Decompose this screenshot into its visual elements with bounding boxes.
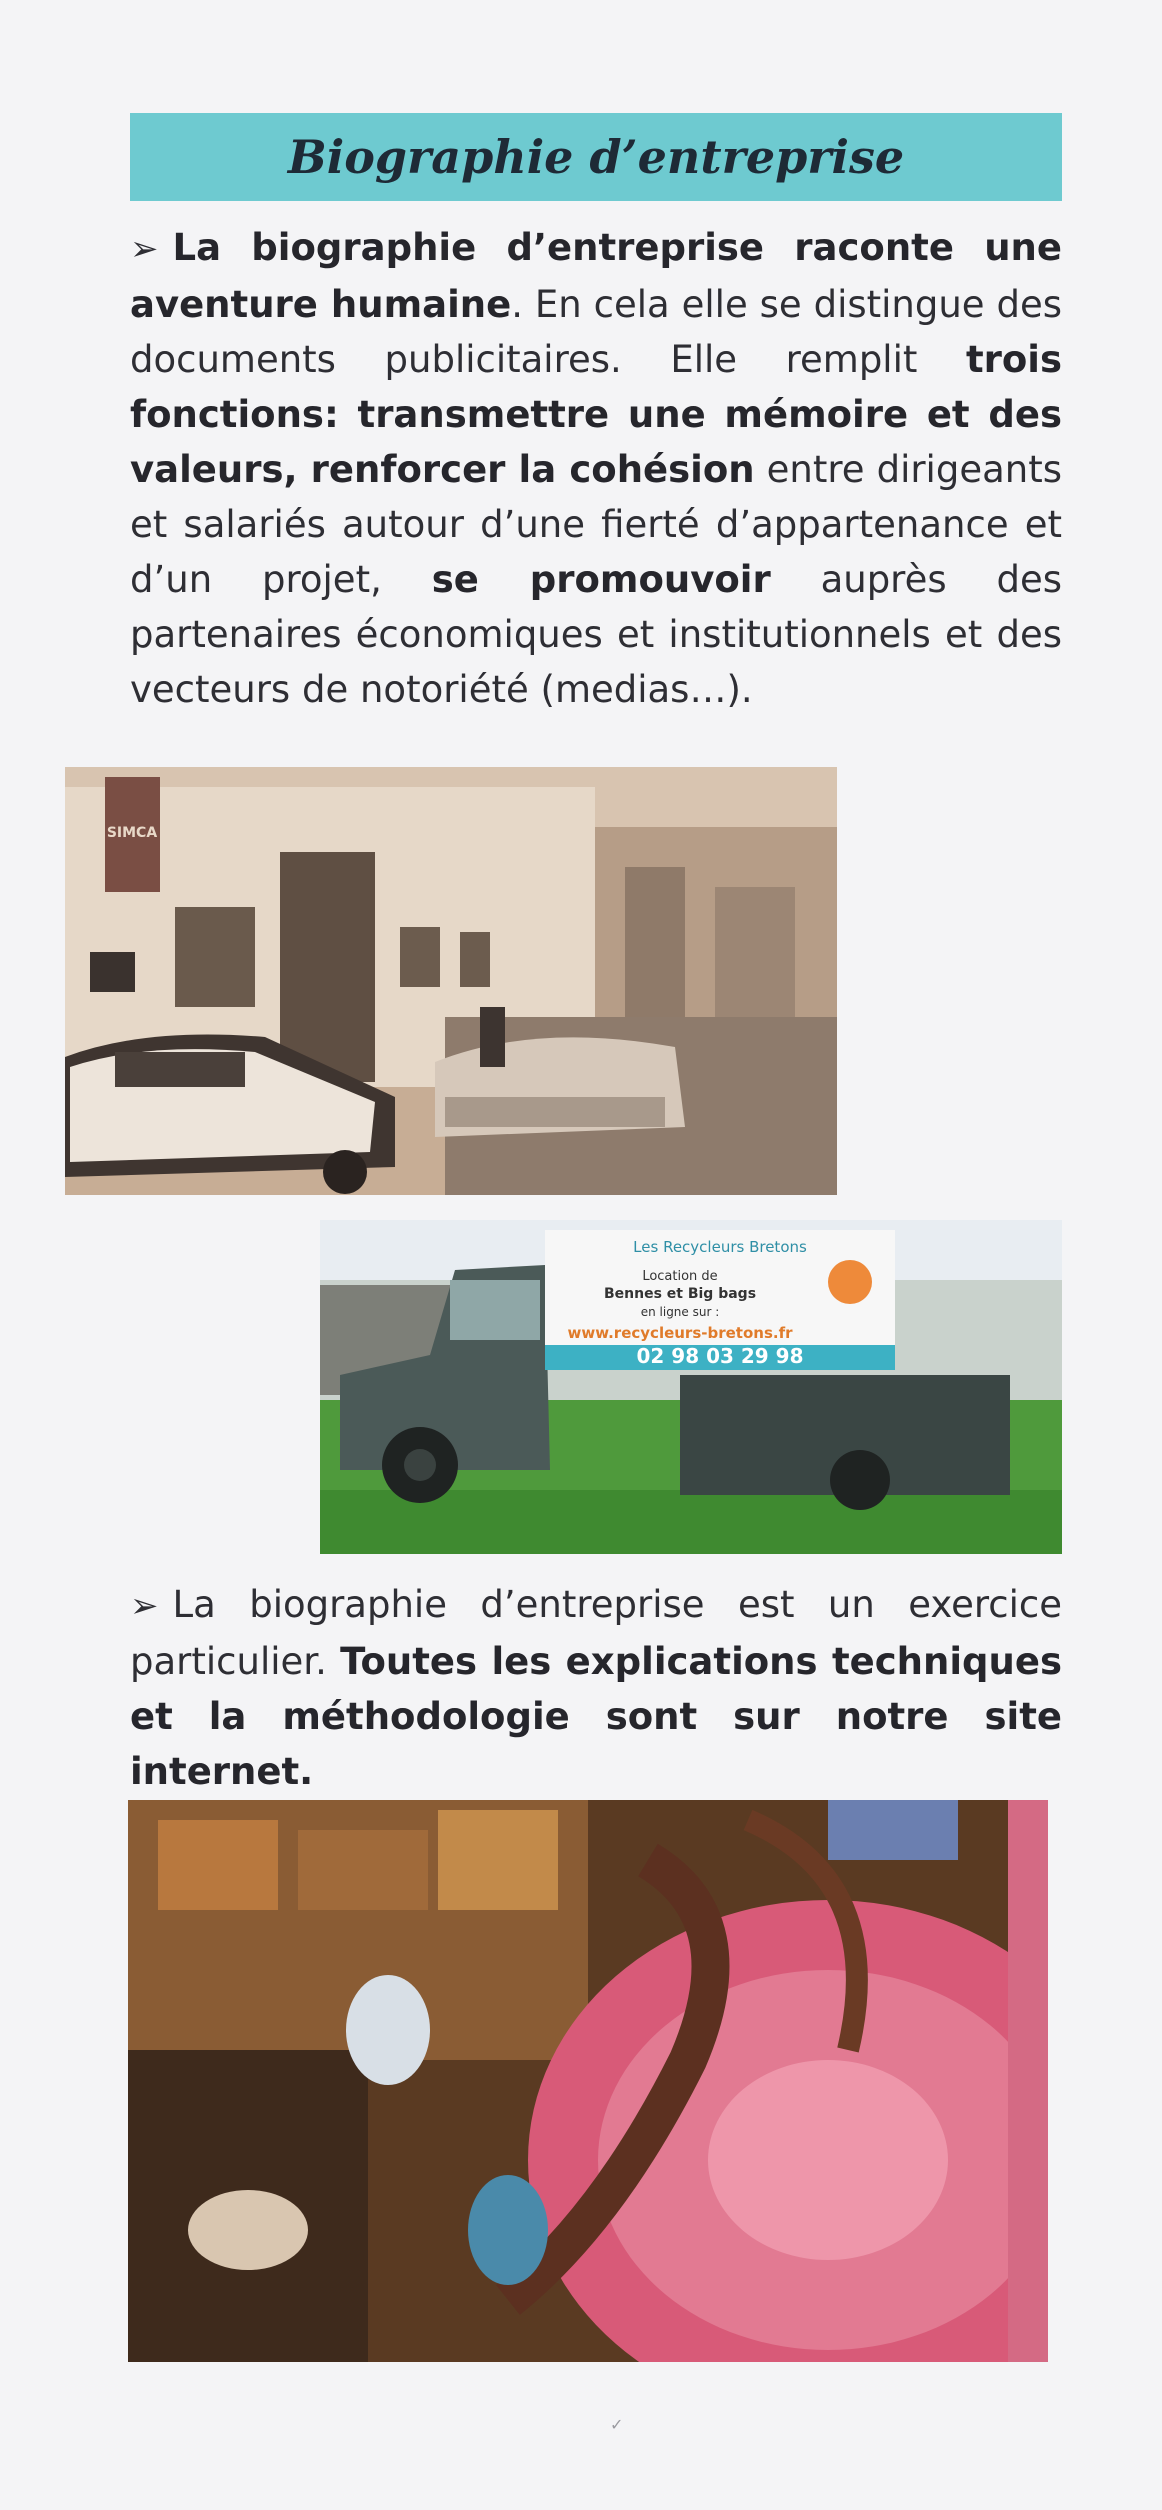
arrow-bullet-icon: ➢	[130, 1586, 159, 1626]
truck-sign-line2: Bennes et Big bags	[603, 1286, 757, 1302]
garage-sign-text: SIMCA	[106, 825, 158, 841]
section-title: Biographie d’entreprise	[287, 130, 905, 184]
para2-bold: Toutes les explications techniques et la méthodologie sont sur notre site internet.	[130, 1640, 1062, 1793]
para2-text: La biographie d’entreprise est un exercice particulier.	[130, 1583, 1062, 1683]
arrow-bullet-icon: ➢	[130, 229, 159, 269]
footer-checkmark: ✓	[610, 2415, 624, 2434]
para1-text-1: . En cela elle se distingue des documents publicitaires. Elle remplit	[130, 283, 1062, 381]
para1-bold-lead: La biographie d’entreprise raconte une aventure humaine	[130, 226, 1062, 326]
truck-sign-line1: Location de	[642, 1269, 718, 1284]
vintage-garage-photo	[65, 767, 837, 1195]
intro-paragraph	[130, 220, 1062, 717]
para1-text-2: entre dirigeants et salariés autour d’une fierté d’appartenance et d’un projet,	[130, 448, 1062, 601]
para1-text-3: auprès des partenaires économiques et institutionnels et des vecteurs de notoriété (medias…).	[130, 558, 1062, 711]
para1-bold-promote: se promouvoir	[431, 558, 771, 601]
method-paragraph	[130, 1577, 1062, 1799]
section-title-bar	[130, 113, 1062, 201]
para1-bold-functions: trois fonctions: transmettre une mémoire et des valeurs, renforcer la cohésion	[130, 338, 1062, 491]
bookstore-staircase-photo	[128, 1800, 1048, 2362]
truck-sign-brand: Les Recycleurs Bretons	[633, 1238, 807, 1256]
truck-sign-url: www.recycleurs-bretons.fr	[567, 1324, 793, 1342]
recycling-truck-photo	[320, 1220, 1062, 1554]
truck-sign-line3: en ligne sur :	[640, 1305, 720, 1319]
truck-sign-phone: 02 98 03 29 98	[636, 1344, 804, 1368]
